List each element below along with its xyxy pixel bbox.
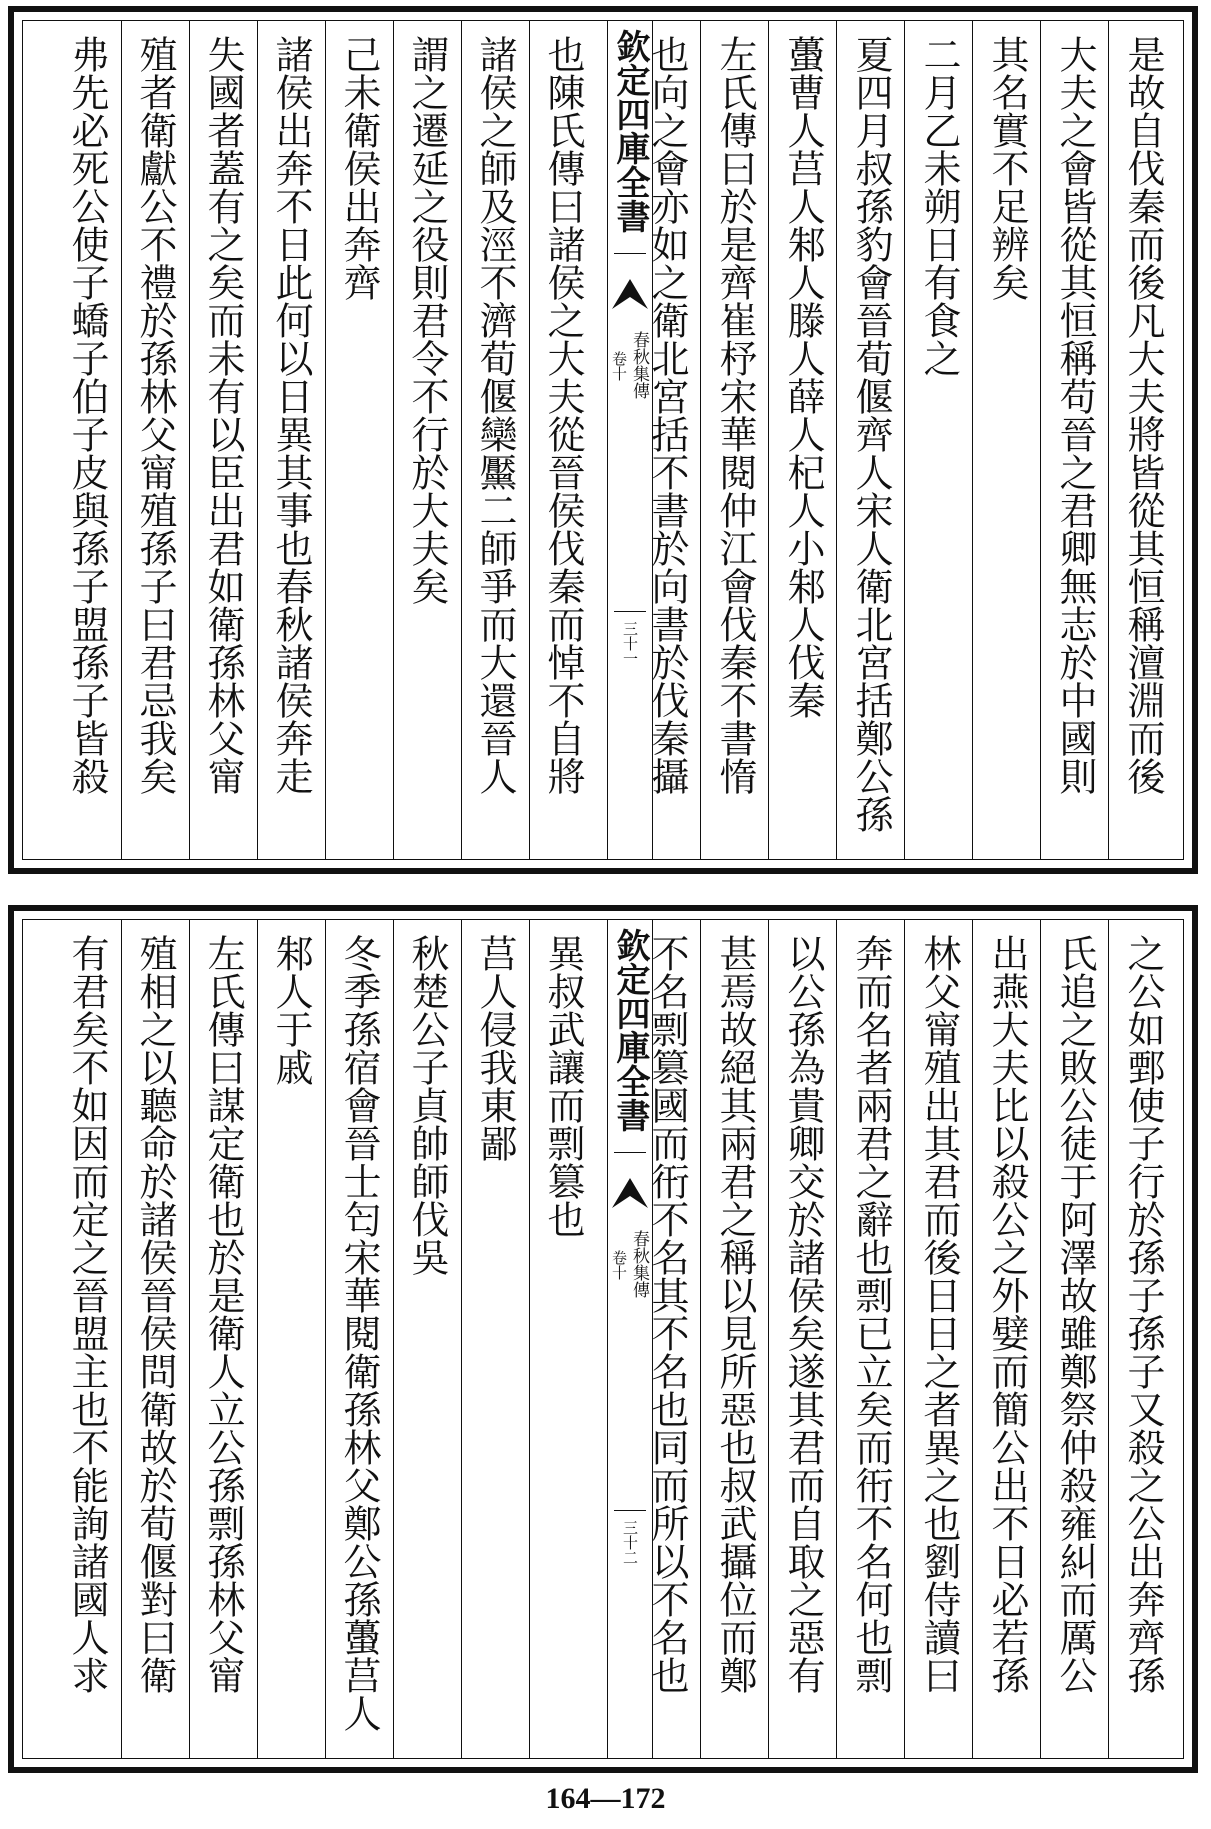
fold-rule [614,1152,646,1153]
fish-tail-mark-icon [612,279,648,309]
text-column: 莒人侵我東鄙 [473,934,517,1162]
text-column: 諸侯出奔不日此何以日異其事也春秋諸侯奔走 [269,35,313,795]
text-column: 大夫之會皆從其恒稱苟晉之君卿無志於中國則 [1053,35,1097,795]
fold-rule [614,253,646,254]
column-rule [768,21,769,859]
header-title: 欽定四庫全書 [610,29,650,233]
text-column: 以公孫為貴卿交於諸侯矣遂其君而自取之惡有 [781,934,825,1694]
column-rule [836,21,837,859]
text-column: 異叔武讓而剽篡也 [541,934,585,1238]
text-column: 二月乙未朔日有食之 [917,35,961,377]
text-column: 弗先必死公使子蟜子伯子皮與孫子盟孫子皆殺 [65,35,109,795]
column-rule [768,920,769,1758]
column-rule [393,920,394,1758]
column-rule [529,21,530,859]
column-rule [972,21,973,859]
column-rule [121,21,122,859]
column-rule [393,21,394,859]
text-column: 失國者蓋有之矣而未有以臣出君如衛孫林父甯 [201,35,245,795]
book-title: 春秋集傳 [629,331,649,399]
column-rule [121,920,122,1758]
column-rule [904,21,905,859]
text-column: 甚焉故絕其兩君之稱以見所惡也叔武攝位而鄭 [713,934,757,1694]
column-rule [461,21,462,859]
text-column: 左氏傳曰於是齊崔杼宋華閱仲江會伐秦不書惰 [713,35,757,795]
column-rule [972,920,973,1758]
column-rule [700,21,701,859]
fish-tail-mark-icon [612,1178,648,1208]
text-column: 有君矣不如因而定之晉盟主也不能詢諸國人求 [65,934,109,1694]
column-rule [904,920,905,1758]
text-column: 夏四月叔孫豹會晉荀偃齊人宋人衛北宮括鄭公孫 [849,35,893,833]
text-column: 林父甯殖出其君而後日日之者異之也劉侍讀曰 [917,934,961,1694]
text-column: 蠆曹人莒人邾人滕人薛人杞人小邾人伐秦 [781,35,825,719]
text-column: 秋楚公子貞帥師伐吳 [405,934,449,1276]
column-rule [461,920,462,1758]
text-column: 左氏傳曰謀定衛也於是衛人立公孫剽孫林父甯 [201,934,245,1694]
column-rule [1040,920,1041,1758]
column-rule [700,920,701,1758]
column-rule [325,920,326,1758]
page-panel-bottom [8,905,1198,1773]
page-frame-bottom [22,919,1184,1759]
column-rule [1108,21,1109,859]
column-rule [1108,920,1109,1758]
column-rule [189,920,190,1758]
page-panel-top [8,6,1198,874]
page-number: 三十一 [621,621,639,666]
text-column: 邾人于戚 [269,934,313,1086]
column-rule [257,920,258,1758]
header-title: 欽定四庫全書 [610,928,650,1132]
text-column: 也陳氏傳曰諸侯之大夫從晉侯伐秦而悼不自將 [541,35,585,795]
text-column: 諸侯之師及涇不濟荀偃欒黶二師爭而大還晉人 [473,35,517,795]
text-column: 出燕大夫比以殺公之外嬖而簡公出不日必若孫 [985,934,1029,1694]
column-rule [257,21,258,859]
text-column: 奔而名者兩君之辭也剽已立矣而衎不名何也剽 [849,934,893,1694]
text-column: 之公如鄄使子行於孫子孫子又殺之公出奔齊孫 [1121,934,1165,1694]
center-fold-bottom [607,920,653,1758]
text-column: 謂之遷延之役則君令不行於大夫矣 [405,35,449,605]
text-column: 殖相之以聽命於諸侯晉侯問衛故於荀偃對曰衛 [133,934,177,1694]
page-frame-top [22,20,1184,860]
text-column: 是故自伐秦而後凡大夫將皆從其恒稱澶淵而後 [1121,35,1165,795]
text-column: 己未衛侯出奔齊 [337,35,381,301]
fold-rule [614,611,646,612]
column-rule [325,21,326,859]
scan-page-number: 164—172 [545,1782,666,1815]
page-number: 三十二 [621,1520,639,1565]
text-column: 不名剽篡國而衎不名其不名也同而所以不名也 [645,934,689,1694]
text-column: 冬季孫宿會晉士匄宋華閱衛孫林父鄭公孫蠆莒人 [337,934,381,1732]
column-rule [836,920,837,1758]
text-column: 也向之會亦如之衛北宮括不書於向書於伐秦攝 [645,35,689,795]
column-rule [1040,21,1041,859]
text-column: 殖者衛獻公不禮於孫林父甯殖孫子曰君忌我矣 [133,35,177,795]
volume-label: 卷十 [610,351,628,381]
text-column: 其名實不足辨矣 [985,35,1029,301]
text-column: 氏追之敗公徒于阿澤故雖鄭祭仲殺雍糾而厲公 [1053,934,1097,1694]
column-rule [189,21,190,859]
column-rule [529,920,530,1758]
volume-label: 卷十 [610,1250,628,1280]
book-title: 春秋集傳 [629,1230,649,1298]
center-fold-top [607,21,653,859]
fold-rule [614,1510,646,1511]
